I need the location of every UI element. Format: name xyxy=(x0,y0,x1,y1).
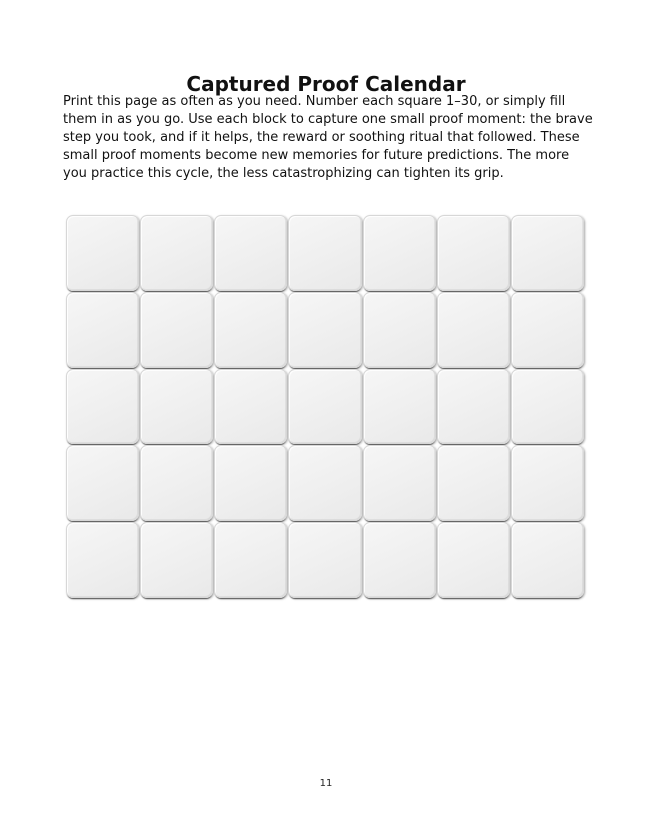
calendar-square xyxy=(140,369,213,445)
calendar-square xyxy=(66,215,139,291)
calendar-square xyxy=(437,369,510,445)
calendar-square xyxy=(363,522,436,598)
calendar-square xyxy=(511,369,584,445)
calendar-square xyxy=(214,369,287,445)
calendar-square xyxy=(363,369,436,445)
calendar-square xyxy=(214,215,287,291)
calendar-square xyxy=(214,445,287,521)
calendar-square xyxy=(214,292,287,368)
calendar-square xyxy=(511,522,584,598)
calendar-square xyxy=(140,522,213,598)
calendar-square xyxy=(66,369,139,445)
calendar-square xyxy=(66,445,139,521)
calendar-square xyxy=(214,522,287,598)
calendar-square xyxy=(437,522,510,598)
calendar-square xyxy=(288,292,361,368)
calendar-square xyxy=(66,292,139,368)
calendar-square xyxy=(437,445,510,521)
calendar-square xyxy=(140,215,213,291)
calendar-square xyxy=(288,522,361,598)
calendar-square xyxy=(511,215,584,291)
page-title: Captured Proof Calendar xyxy=(186,72,466,97)
page-number: 11 xyxy=(319,778,333,789)
calendar-square xyxy=(288,369,361,445)
calendar-square xyxy=(288,215,361,291)
calendar-square xyxy=(140,292,213,368)
calendar-square xyxy=(511,292,584,368)
calendar-square xyxy=(363,292,436,368)
calendar-square xyxy=(363,215,436,291)
calendar-square xyxy=(288,445,361,521)
calendar-square xyxy=(511,445,584,521)
calendar-square xyxy=(66,522,139,598)
proof-calendar-grid xyxy=(66,215,584,598)
intro-paragraph: Print this page as often as you need. Number each square 1–30, or simply fill them in as you go. Use each block to capture one small proof moment: the brave step you took, and if it helps, the reward or soothing ritual that followed. These small proof moments become new memories for future predictions. The more you practice this cycle, the less catastrophizing can tighten its grip. xyxy=(63,94,593,181)
calendar-square xyxy=(363,445,436,521)
calendar-square xyxy=(140,445,213,521)
calendar-square xyxy=(437,292,510,368)
calendar-square xyxy=(437,215,510,291)
